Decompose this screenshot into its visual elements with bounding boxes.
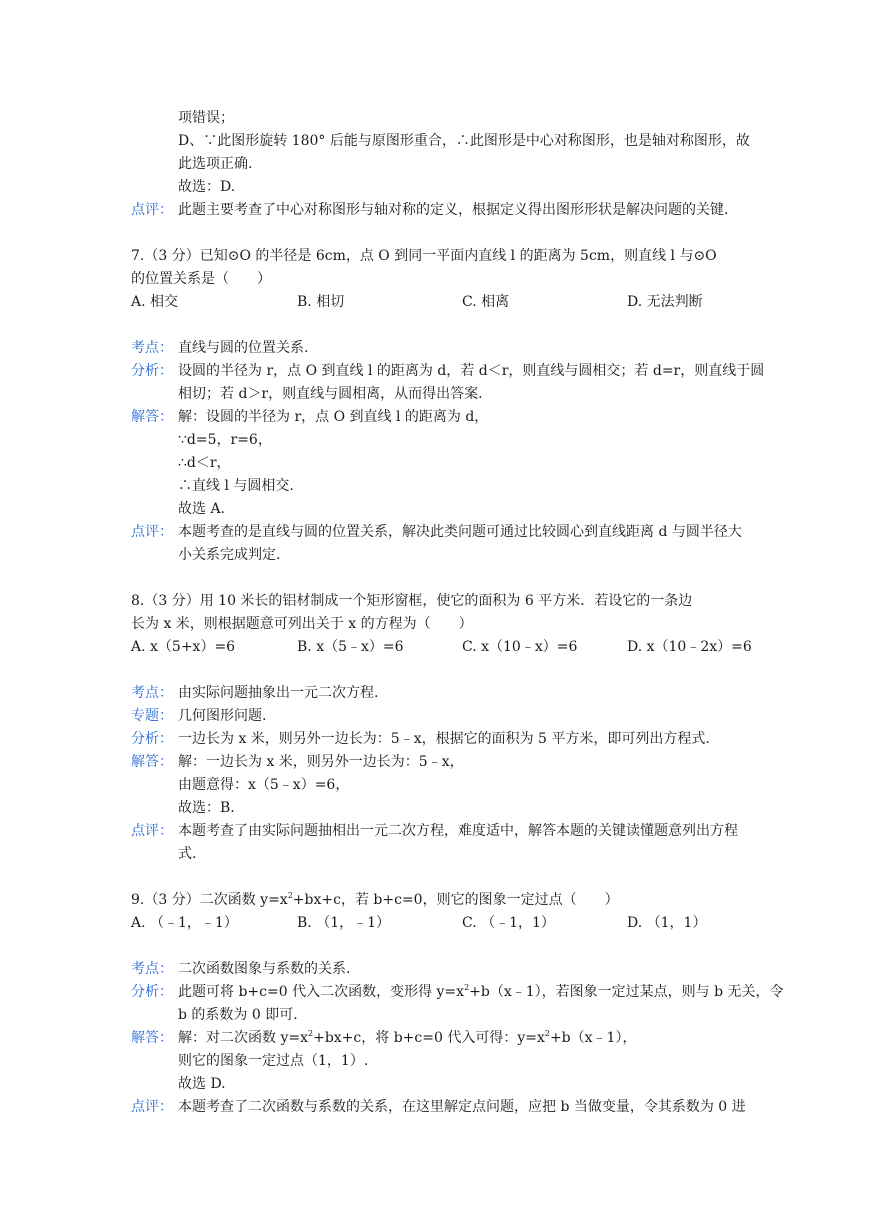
q9-stem-part-2: +bx+c，若 b+c=0，则它的图象一定过点（ ） [292, 892, 619, 908]
q9-stem-line-1 [131, 890, 619, 910]
q9-option-c: C. （﹣1，1） [462, 915, 555, 931]
q7-jieda-line-2: ∵d=5，r=6， [178, 432, 272, 448]
q9-option-b: B. （1，﹣1） [297, 915, 391, 931]
q6-review-tag: 点评： [131, 202, 173, 218]
q7-stem-line-2: 的位置关系是（ ） [131, 271, 271, 287]
q7-option-a: A. 相交 [131, 294, 179, 310]
q8-jieda-tag: 解答： [131, 754, 173, 770]
q9-fenxi-line-2: b 的系数为 0 即可. [178, 1007, 298, 1023]
q9-fenxi-tag: 分析： [131, 984, 173, 1000]
q7-fenxi-tag: 分析： [131, 363, 173, 379]
q9-jieda-tag: 解答： [131, 1030, 173, 1046]
q8-dianping-tag: 点评： [131, 823, 173, 839]
q8-stem-line-1: 8.（3 分）用 10 米长的铝材制成一个矩形窗框，使它的面积为 6 平方米．若设它的一条边 [131, 593, 693, 609]
q6-review-text: 此题主要考查了中心对称图形与轴对称的定义，根据定义得出图形形状是解决问题的关键. [178, 202, 729, 218]
q7-jieda-line-5: 故选 A. [178, 501, 226, 517]
q8-dianping-line-1: 本题考查了由实际问题抽相出一元二次方程，难度适中，解答本题的关键读懂题意列出方程 [178, 823, 738, 839]
q9-kaodian-text: 二次函数图象与系数的关系. [178, 961, 351, 977]
q9-dianping-tag: 点评： [131, 1099, 173, 1115]
q9-option-d: D. （1，1） [627, 915, 707, 931]
q9-fenxi-part-2: +b（x﹣1），若图象一定过某点，则与 b 无关，令 [469, 984, 784, 1000]
q8-kaodian-tag: 考点： [131, 685, 173, 701]
q9-kaodian-tag: 考点： [131, 961, 173, 977]
q9-jieda-line-3: 故选 D. [178, 1076, 226, 1092]
q9-jieda-line-2: 则它的图象一定过点（1，1）. [178, 1053, 369, 1069]
q9-fenxi-part-1: 此题可将 b+c=0 代入二次函数，变形得 y=x [178, 984, 465, 1000]
q7-dianping-line-1: 本题考查的是直线与圆的位置关系，解决此类问题可通过比较圆心到直线距离 d 与圆半径大 [178, 524, 742, 540]
q7-option-b: B. 相切 [297, 294, 345, 310]
q9-jieda-superscript-1: 2 [308, 1029, 314, 1038]
q7-fenxi-line-1: 设圆的半径为 r，点 O 到直线 l 的距离为 d，若 d＜r，则直线与圆相交；若 d=r，则直线于圆 [178, 363, 765, 379]
q9-jieda-part-3: +b（x﹣1）， [549, 1030, 637, 1046]
q8-option-c: C. x（10﹣x）=6 [462, 639, 578, 655]
q8-kaodian-text: 由实际问题抽象出一元二次方程. [178, 685, 379, 701]
q7-jieda-line-1: 解：设圆的半径为 r，点 O 到直线 l 的距离为 d， [178, 409, 489, 425]
q8-option-b: B. x（5﹣x）=6 [297, 639, 404, 655]
q8-option-d: D. x（10﹣2x）=6 [627, 639, 752, 655]
q9-jieda-superscript-2: 2 [544, 1029, 550, 1038]
q7-kaodian-text: 直线与圆的位置关系. [178, 340, 309, 356]
q8-jieda-line-3: 故选：B. [178, 800, 235, 816]
q8-dianping-line-2: 式. [178, 846, 197, 862]
q9-stem-part-1: 9.（3 分）二次函数 y=x [131, 892, 288, 908]
q6-tail-line-2: D、∵此图形旋转 180° 后能与原图形重合，∴此图形是中心对称图形，也是轴对称图形，故 [178, 133, 750, 149]
q8-fenxi-text: 一边长为 x 米，则另外一边长为：5﹣x，根据它的面积为 5 平方米，即可列出方程式. [178, 731, 710, 747]
q9-dianping-line-1: 本题考查了二次函数与系数的关系，在这里解定点问题，应把 b 当做变量，令其系数为 0 进 [178, 1099, 746, 1115]
q9-jieda-part-2: +bx+c，将 b+c=0 代入可得：y=x [313, 1030, 545, 1046]
q6-tail-line-1: 项错误； [178, 110, 234, 126]
q9-stem-superscript: 2 [287, 891, 293, 900]
q8-zhuanti-tag: 专题： [131, 708, 173, 724]
q8-jieda-line-1: 解：一边长为 x 米，则另外一边长为：5﹣x， [178, 754, 464, 770]
q8-option-a: A. x（5+x）=6 [131, 639, 236, 655]
q7-option-d: D. 无法判断 [627, 294, 703, 310]
q6-tail-line-4: 故选：D. [178, 179, 236, 195]
q6-tail-line-3: 此选项正确. [178, 156, 253, 172]
q7-jieda-line-3: ∴d＜r， [178, 455, 231, 471]
q9-jieda-part-1: 解：对二次函数 y=x [178, 1030, 308, 1046]
q9-fenxi-superscript: 2 [464, 983, 470, 992]
q9-fenxi-line-1 [178, 982, 784, 1002]
q7-fenxi-line-2: 相切；若 d＞r，则直线与圆相离，从而得出答案. [178, 386, 483, 402]
q7-dianping-line-2: 小关系完成判定. [178, 547, 281, 563]
q9-option-a: A. （﹣1，﹣1） [131, 915, 238, 931]
q7-option-c: C. 相离 [462, 294, 510, 310]
q8-jieda-line-2: 由题意得：x（5﹣x）=6， [178, 777, 350, 793]
q7-dianping-tag: 点评： [131, 524, 173, 540]
q8-stem-line-2: 长为 x 米，则根据题意可列出关于 x 的方程为（ ） [131, 616, 473, 632]
q7-jieda-line-4: ∴直线 l 与圆相交. [178, 478, 294, 494]
q9-jieda-line-1 [178, 1028, 636, 1048]
q8-zhuanti-text: 几何图形问题. [178, 708, 267, 724]
q7-kaodian-tag: 考点： [131, 340, 173, 356]
q7-stem-line-1: 7.（3 分）已知⊙O 的半径是 6cm，点 O 到同一平面内直线 l 的距离为 5cm，则直线 l 与⊙O [131, 248, 717, 264]
q8-fenxi-tag: 分析： [131, 731, 173, 747]
q7-jieda-tag: 解答： [131, 409, 173, 425]
